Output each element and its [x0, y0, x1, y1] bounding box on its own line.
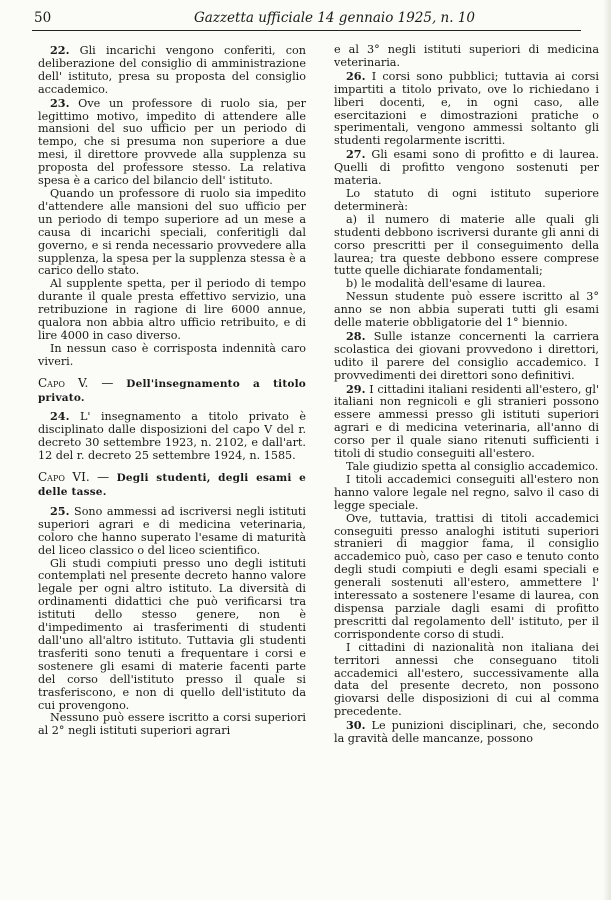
- article-22: 22. Gli incarichi vengono conferiti, con deliberazione del consiglio di amministrazione dell' istituto, presa su proposta del consiglio accademico.: [38, 43, 306, 96]
- paragraph: Gli studi compiuti presso uno degli istituti contemplati nel presente decreto hanno valore legale per ogni altro istituto. La diversità di ordinamenti didattici che può verificarsi tra istituti dello stesso genere, non è d'impedimento ai trasferimenti di studenti dall'uno all'altro istituto. Tuttavia gli studenti trasferiti sono tenuti a frequentare i corsi e sostenere gli esami di materie facenti parte del corso dell'istituto presso il quale si trasferiscono, e non di quello dell'istituto da cui provengono.: [38, 556, 306, 712]
- paragraph: Nessuno può essere iscritto a corsi superiori al 2° negli istituti superiori agrari: [38, 711, 306, 738]
- page-header: [34, 10, 581, 28]
- paragraph: I cittadini di nazionalità non italiana dei territori annessi che conseguano titoli accademici all'estero, successivamente alla data del presente decreto, non possono giovarsi delle disposizioni di cui al comma precedente.: [334, 640, 599, 719]
- article-27: 27. Gli esami sono di profitto e di laurea. Quelli di profitto vengono sostenuti per materia.: [334, 147, 599, 188]
- page-edge-shadow: [603, 0, 611, 900]
- right-column: [334, 44, 599, 746]
- article-30: 30. Le punizioni disciplinari, che, secondo la gravità delle mancanze, possono: [334, 718, 599, 746]
- paragraph: Nessun studente può essere iscritto al 3° anno se non abbia superati tutti gli esami delle materie obbligatorie del 1° biennio.: [334, 290, 599, 330]
- article-28: 28. Sulle istanze concernenti la carriera scolastica dei giovani provvedono i direttori, udito il parere del consiglio accademico. I provvedimenti dei direttori sono definitivi.: [334, 328, 600, 382]
- left-column: [38, 44, 306, 738]
- list-item-a: a) il numero di materie alle quali gli studenti debbono iscriversi durante gli anni di corso prescritti per il conseguimento della laurea; tra queste debbono essere comprese tutte quelle dichiarate fondamentali;: [334, 212, 599, 278]
- article-26: 26. I corsi sono pubblici; tuttavia ai corsi impartiti a titolo privato, ove lo richiedano i liberi docenti, e, in ogni caso, alle esercitazioni e dimostrazioni pratiche o sperimentali, vengono ammessi soltanto gli studenti regolarmente iscritti.: [334, 68, 599, 148]
- capo-vi-heading: Capo VI. — Degli studenti, degli esami e delle tasse.: [38, 470, 307, 498]
- article-25: 25. Sono ammessi ad iscriversi negli istituti superiori agrari e di medicina veterinaria, coloro che hanno superato l'esame di maturità del liceo classico o del liceo scientifico.: [38, 503, 306, 557]
- paragraph: Tale giudizio spetta al consiglio accademico.: [346, 460, 599, 473]
- article-23: 23. Ove un professore di ruolo sia, per legittimo motivo, impedito di attendere alle mansioni del suo ufficio per un periodo di tempo, che si presuma non superiore a due mesi, il direttore provvede alla supplenza su proposta del professore stesso. La relativa spesa è a carico del bilancio dell' istituto.: [38, 95, 306, 188]
- article-29: 29. I cittadini italiani residenti all'estero, gl' italiani non regnicoli e gli stranieri possono essere ammessi presso gli istituti superiori agrari e di medicina veterinaria, all'anno di corso per il quale siano ritenuti sufficienti i titoli di studio conseguiti all'estero.: [334, 381, 600, 461]
- paragraph: Al supplente spetta, per il periodo di tempo durante il quale presta effettivo servizio, una retribuzione in ragione di lire 6000 annue, qualora non abbia altro ufficio retribuito, e di lire 4000 in caso diverso.: [38, 277, 306, 342]
- gazette-title: Gazzetta ufficiale 14 gennaio 1925, n. 10: [194, 10, 476, 26]
- paragraph: Ove, tuttavia, trattisi di titoli accademici conseguiti presso analoghi istituti superiori stranieri di maggior fama, il consiglio accademico può, caso per caso e tenuto conto degli studi compiuti e degli esami speciali e generali sostenuti all'estero, ammettere l' interessato a sostenere l'esame di laurea, con dispensa parziale dagli esami di profitto prescritti dal regolamento dell' istituto, per il corrispondente corso di studi.: [334, 511, 599, 641]
- article-24: 24. L' insegnamento a titolo privato è disciplinato dalle disposizioni del capo V del r. decreto 30 settembre 1923, n. 2102, e dall'art. 12 del r. decreto 25 settembre 1924, n. 1585.: [38, 409, 306, 463]
- paragraph: In nessun caso è corrisposta indennità caro viveri.: [38, 341, 306, 368]
- page-number: 50: [34, 10, 52, 26]
- paragraph: Quando un professore di ruolo sia impedito d'attendere alle mansioni del suo ufficio per un periodo di tempo superiore ad un mese a causa di incarichi speciali, conferitigli dal governo, e si renda necessario provvedere alla supplenza, la spesa per la supplenza stessa è a carico dello stato.: [38, 186, 306, 278]
- header-rule: [32, 30, 581, 31]
- list-item-b: b) le modalità dell'esame di laurea.: [346, 277, 546, 291]
- capo-v-heading: Capo V. — Dell'insegnamento a titolo privato.: [38, 375, 306, 404]
- paragraph: I titoli accademici conseguiti all'estero non hanno valore legale nel regno, salvo il caso di legge speciale.: [334, 472, 599, 512]
- paragraph: e al 3° negli istituti superiori di medicina veterinaria.: [334, 43, 599, 69]
- paragraph: Lo statuto di ogni istituto superiore determinerà:: [334, 186, 599, 213]
